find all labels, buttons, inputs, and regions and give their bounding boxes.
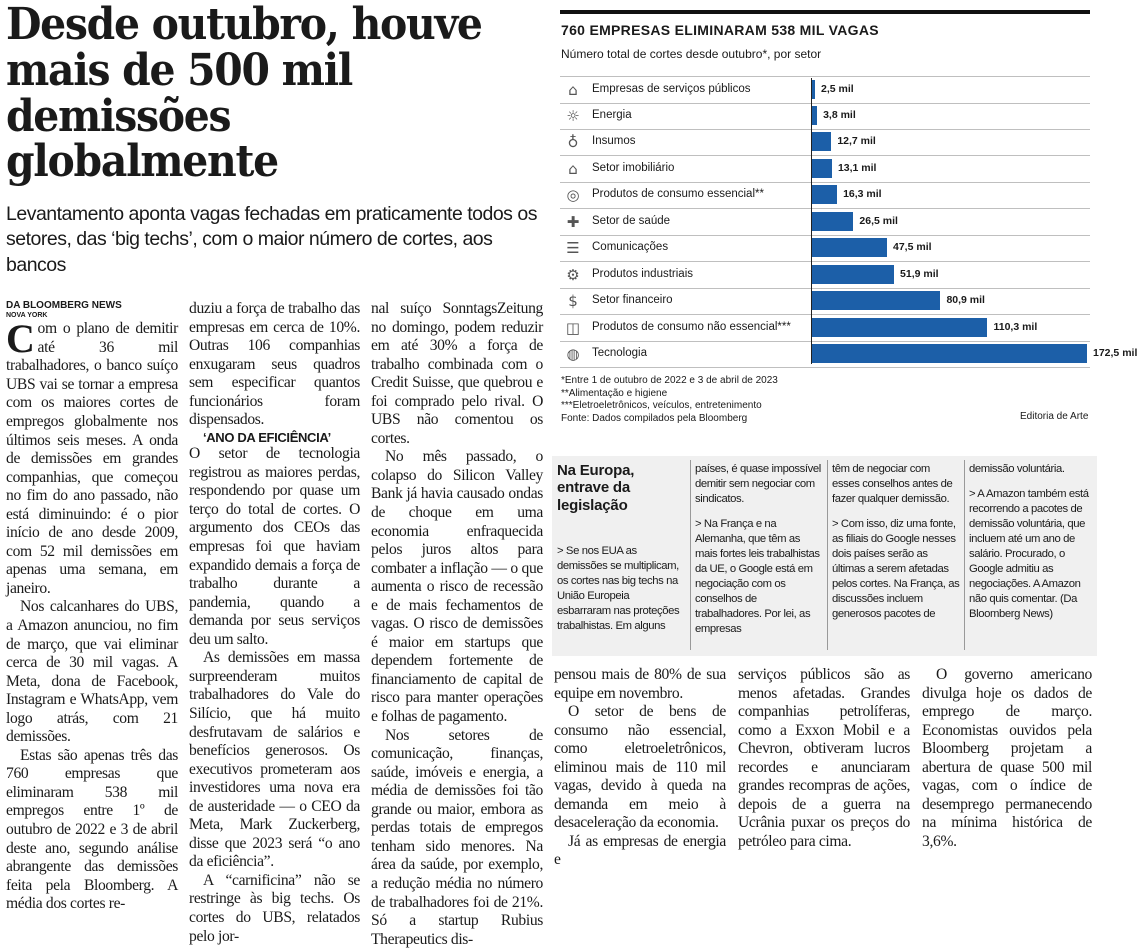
chart-top-rule: [560, 10, 1090, 14]
chart-row: [560, 156, 1090, 183]
data-label: 26,5 mil: [859, 214, 898, 227]
bar: [811, 344, 1087, 363]
box-divider: [964, 460, 965, 650]
bar: [811, 132, 831, 151]
house-icon: ⌂: [568, 159, 578, 178]
section-title: ‘ANO DA EFICIÊNCIA’: [203, 429, 331, 445]
category-label: Setor imobiliário: [592, 161, 675, 174]
plate-icon: ◎: [566, 186, 580, 204]
chart-note: **Alimentação e higiene: [561, 387, 668, 399]
chart-notes: [561, 375, 778, 425]
paragraph: As demissões em massa surpreenderam muitos trabalhadores do Vale do Silício, que há muito desfrutavam de salários e benefícios generosos. Os executivos prometeram aos investidores uma nova era de austeridade — o CEO da Meta, Mark Zuckerberg, disse que 2023 será “o ano da eficiência”.: [189, 649, 360, 871]
data-label: 47,5 mil: [893, 241, 932, 253]
paragraph: O governo americano divulga hoje os dados de emprego de março. Economistas ouvidos pela Bloomberg projetam a abertura de quase 500 mil vagas, com o índice de desemprego permanecendo na mínima histórica de 3,6%.: [922, 666, 1092, 850]
chart-note: ***Eletroeletrônicos, veículos, entretenimento: [561, 400, 762, 411]
chart-row: [560, 288, 1090, 315]
paragraph: serviços públicos são as menos afetadas. Grandes companhias petrolíferas, como a Exxon Mobil e a Chevron, obtiveram lucros recordes e anunciaram grandes recompras de ações, depois de a guerra na Ucrânia puxar os preços do petróleo para cima.: [738, 666, 910, 850]
article-column-4: [554, 666, 726, 870]
paragraph: Nos calcanhares do UBS, a Amazon anunciou, no fim de março, que vai eliminar cerca de 30 mil vagas. A Meta, dona de Facebook, Instagram e WhatsApp, vem logo atrás, com 21 demissões.: [6, 598, 178, 746]
paragraph: A “carnificina” não se restringe às big techs. Os cortes do UBS, relatados pelo jor-: [189, 871, 360, 945]
coins-icon: $: [568, 292, 578, 310]
box-divider: [827, 460, 828, 650]
paragraph: Já as empresas de energia e: [554, 832, 726, 869]
chart-row: [560, 76, 1090, 104]
category-label: Produtos de consumo essencial**: [592, 188, 764, 200]
category-label: Tecnologia: [592, 347, 647, 359]
data-label: 51,9 mil: [900, 267, 939, 280]
box-paragraph: > Se nos EUA as demissões se multiplicam, os cortes nas big techs na União Europeia esbarraram nas proteções trabalhistas. Em alguns: [557, 544, 680, 632]
box-column-3: [832, 462, 960, 622]
box-column-2: [695, 462, 823, 637]
globe-icon: ◍: [566, 345, 580, 363]
chart-row: [560, 315, 1090, 342]
bar: [811, 212, 853, 231]
health-cross-icon: ✚: [566, 212, 580, 231]
building-icon: ⌂: [568, 81, 578, 99]
box-paragraph: países, é quase impossível demitir sem negociar com sindicatos.: [695, 463, 821, 506]
data-label: 2,5 mil: [821, 83, 854, 95]
category-label: Empresas de serviços públicos: [592, 83, 751, 95]
chart-axis: [811, 78, 812, 364]
chart-subtitle: Número total de cortes desde outubro*, por setor: [561, 47, 822, 61]
box-paragraph: > Com isso, diz uma fonte, as filiais do Google nesses dois países serão as últimas a serem afetadas pelos cortes. Na França, as discussões incluem generosos pacotes de: [832, 518, 960, 621]
category-label: Produtos de consumo não essencial***: [592, 320, 791, 333]
paragraph: pensou mais de 80% de sua equipe em novembro.: [554, 666, 726, 702]
chart-source: Fonte: Dados compilados pela Bloomberg: [561, 412, 748, 424]
box-title: Na Europa, entrave da legislação: [557, 462, 635, 514]
bar: [811, 291, 940, 310]
paragraph: duziu a força de trabalho das empresas em cerca de 10%. Outras 106 companhias enxugaram seus quadros sem especificar quantos funcionários foram dispensados.: [189, 300, 360, 429]
box-column-1: [557, 462, 685, 634]
chart-title: 760 EMPRESAS ELIMINARAM 538 MIL VAGAS: [561, 22, 879, 38]
box-paragraph: demissão voluntária.: [969, 463, 1065, 475]
paragraph: nal suíço SonntagsZeitung no domingo, podem reduzir em até 30% a força de trabalho combinada com o Credit Suisse, que quebrou e foi comprado pelo rival. O UBS não comentou os cortes.: [371, 300, 543, 447]
article-column-6: [922, 666, 1092, 851]
box-paragraph: > A Amazon também está recorrendo a pacotes de demissão voluntária, que incluem até um ano de salário. Procurado, o Google admitiu as negociações. A Amazon não quis comentar. (Da Bloomberg News): [969, 488, 1089, 621]
data-label: 16,3 mil: [843, 188, 882, 200]
headline: Desde outubro, houve mais de 500 mil demissões globalmente: [6, 0, 482, 188]
bar: [811, 265, 894, 284]
paragraph: Com o plano de demitir até 36 mil trabalhadores, o banco suíço UBS vai se tornar a empresa com os maiores cortes de empregos globalmente nos últimos seis meses. A onda de demissões em grandes companhias, que começou no fim do ano passado, não está diminuindo: é o pior início de ano desde 2009, com 52 mil demissões em apenas uma semana, em janeiro.: [6, 316, 178, 597]
chart-row: [560, 103, 1090, 130]
category-label: Insumos: [592, 135, 636, 147]
car-icon: ◫: [565, 318, 581, 337]
paragraph: Nos setores de comunicação, finanças, saúde, imóveis e energia, a média de demissões foi tão grande ou maior, embora as perdas totais de empregos tenham sido menores. Na área da saúde, por exemplo, a redução média no número de trabalhadores foi de 21%. Só a startup Rubius Therapeutics dis-: [371, 726, 543, 948]
data-label: 172,5 mil: [1093, 347, 1137, 359]
bar: [811, 238, 887, 257]
lightbulb-icon: ☼: [566, 106, 580, 125]
chart-row: [560, 182, 1090, 209]
category-label: Setor de saúde: [592, 214, 671, 227]
gear-icon: ⚙: [566, 265, 580, 284]
dateline: NOVA YORK: [6, 311, 48, 319]
chart-row: [560, 235, 1090, 262]
category-label: Produtos industriais: [592, 267, 693, 280]
data-label: 13,1 mil: [837, 161, 877, 174]
bar: [811, 318, 987, 337]
paragraph: O setor de tecnologia registrou as maiores perdas, respondendo por quase um terço do total de cortes. O argumento dos CEOs das empresas foi que haviam expandido demais a força de trabalho durante a pandemia, quando a demanda por seus serviços deu um salto.: [189, 445, 360, 648]
data-label: 12,7 mil: [837, 135, 876, 147]
chart-row: [560, 262, 1090, 289]
paragraph: Estas são apenas três das 760 empresas que eliminaram 538 mil empregos entre 1º de outubro de 2022 e 3 de abril deste ano, segundo análise abrangente das demissões feita pela Bloomberg. A média dos cortes re-: [6, 746, 178, 913]
chat-bubble-icon: ☰: [566, 239, 580, 257]
article-column-2: [189, 300, 360, 946]
data-label: 3,8 mil: [823, 108, 856, 121]
article-column-1: [6, 300, 178, 914]
article-column-5: [738, 666, 910, 851]
data-label: 110,3 mil: [993, 320, 1038, 333]
chart-row: [560, 341, 1137, 368]
box-paragraph: têm de negociar com esses conselhos antes de fazer qualquer demissão.: [832, 463, 953, 506]
box-paragraph: > Na França e na Alemanha, que têm as mais fortes leis trabalhistas da UE, o Google está em negociação com os conselhos de trabalhadores. Por lei, as empresas: [695, 518, 820, 636]
category-label: Setor financeiro: [592, 294, 673, 306]
bar: [811, 185, 837, 204]
category-label: Energia: [592, 108, 632, 121]
sack-icon: ♁: [567, 133, 579, 151]
paragraph: O setor de bens de consumo não essencial, como eletroeletrônicos, eliminou mais de 110 mil vagas, devido à queda na demanda em meio à desaceleração da economia.: [554, 703, 726, 832]
byline: DA BLOOMBERG NEWS: [6, 300, 122, 311]
dropcap: C: [6, 316, 35, 362]
box-divider: [690, 460, 691, 650]
subhead: Levantamento aponta vagas fechadas em praticamente todos os setores, das ‘big techs’, com o maior número de cortes, aos bancos: [6, 203, 537, 276]
chart-row: [560, 129, 1090, 156]
chart-credit: Editoria de Arte: [1020, 411, 1089, 422]
data-label: 80,9 mil: [946, 294, 985, 306]
chart-note: *Entre 1 de outubro de 2022 e 3 de abril de 2023: [561, 375, 778, 386]
box-column-4: [969, 462, 1091, 622]
chart-row: [560, 209, 1090, 236]
article-column-3: [371, 300, 543, 949]
category-label: Comunicações: [592, 241, 669, 253]
paragraph: No mês passado, o colapso do Silicon Valley Bank já havia causado ondas de choque em uma economia enfraquecida pelos juros altos para combater a inflação — o que aumenta o risco de recessão e de mais fechamentos de vagas. O risco de demissões é maior em startups que dependem fortemente de financiamento de capital de risco para manter operações e folhas de pagamento.: [371, 448, 543, 726]
bar: [811, 159, 832, 178]
